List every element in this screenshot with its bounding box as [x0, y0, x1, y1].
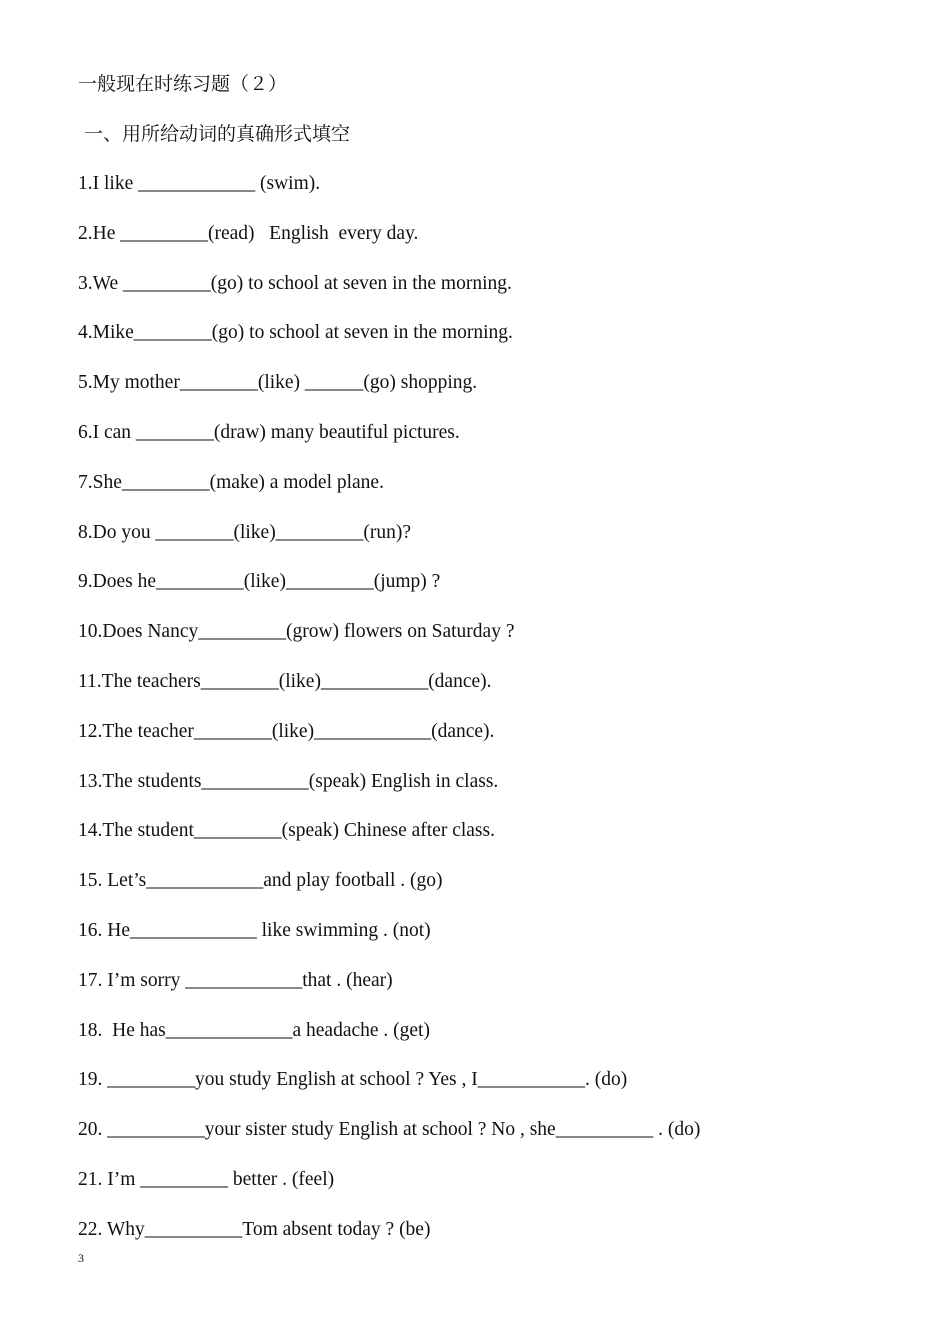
question-17: 17. I’m sorry ____________that . (hear): [78, 969, 393, 991]
question-19: 19. _________you study English at school ? Yes , I___________. (do): [78, 1069, 628, 1091]
question-11: 11.The teachers________(like)___________(dance).: [78, 670, 492, 692]
question-16: 16. He_____________ like swimming . (not): [78, 919, 431, 941]
worksheet-title: 一般现在时练习题（２）: [78, 73, 288, 95]
question-6: 6.I can ________(draw) many beautiful pictures.: [78, 421, 460, 443]
question-3: 3.We _________(go) to school at seven in the morning.: [78, 272, 512, 294]
question-15: 15. Let’s____________and play football . (go): [78, 870, 443, 892]
section-heading: 一、用所给动词的真确形式填空: [78, 123, 351, 145]
question-list: [78, 170, 918, 1266]
question-12: 12.The teacher________(like)____________(dance).: [78, 720, 495, 742]
question-9: 9.Does he_________(like)_________(jump) ?: [78, 571, 441, 593]
question-2: 2.He _________(read) English every day.: [78, 222, 419, 244]
question-20: 20. __________your sister study English at school ? No , she__________ . (do): [78, 1119, 701, 1141]
question-22: 22. Why__________Tom absent today ? (be): [78, 1218, 431, 1240]
question-14: 14.The student_________(speak) Chinese after class.: [78, 820, 495, 842]
question-10: 10.Does Nancy_________(grow) flowers on Saturday ?: [78, 621, 515, 643]
question-7: 7.She_________(make) a model plane.: [78, 471, 384, 493]
question-1: 1.I like ____________ (swim).: [78, 173, 321, 194]
question-4: 4.Mike________(go) to school at seven in the morning.: [78, 322, 513, 344]
question-18: 18. He has_____________a headache . (get): [78, 1019, 430, 1041]
question-21: 21. I’m _________ better . (feel): [78, 1168, 335, 1190]
page-number: 3: [78, 1251, 84, 1265]
question-13: 13.The students___________(speak) English in class.: [78, 770, 499, 792]
question-8: 8.Do you ________(like)_________(run)?: [78, 521, 412, 543]
question-5: 5.My mother________(like) ______(go) shopping.: [78, 372, 478, 394]
